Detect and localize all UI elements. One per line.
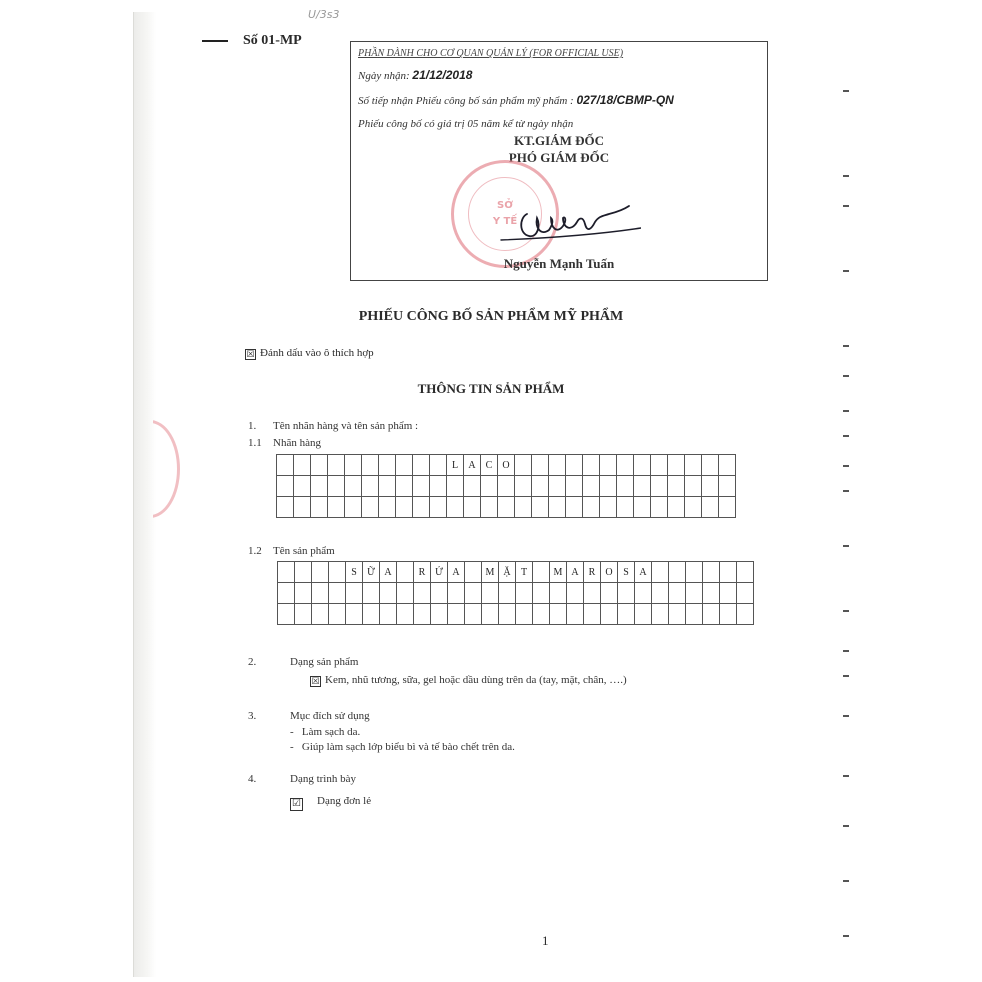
grid-cell	[430, 455, 447, 476]
grid-cell	[498, 497, 515, 518]
position-title-2: PHÓ GIÁM ĐỐC	[508, 150, 610, 165]
grid-cell	[686, 604, 703, 625]
grid-cell	[277, 455, 294, 476]
scan-tick	[843, 675, 849, 677]
grid-cell	[345, 476, 362, 497]
grid-cell	[685, 476, 702, 497]
grid-cell	[294, 476, 311, 497]
grid-cell	[583, 455, 600, 476]
grid-cell	[312, 583, 329, 604]
grid-cell	[447, 497, 464, 518]
grid-cell	[278, 583, 295, 604]
item-3-bullet-1	[290, 726, 360, 738]
grid-cell: M	[550, 562, 567, 583]
grid-cell	[328, 476, 345, 497]
grid-cell	[533, 583, 550, 604]
grid-cell	[312, 562, 329, 583]
grid-cell	[312, 604, 329, 625]
grid-cell	[685, 497, 702, 518]
grid-cell	[651, 476, 668, 497]
grid-cell	[720, 604, 737, 625]
grid-cell	[362, 497, 379, 518]
grid-cell	[686, 583, 703, 604]
grid-cell: A	[567, 562, 584, 583]
grid-cell	[634, 497, 651, 518]
grid-cell: R	[584, 562, 601, 583]
grid-cell	[668, 476, 685, 497]
scan-tick	[843, 205, 849, 207]
position-title-1: KT.GIÁM ĐỐC	[513, 133, 605, 148]
grid-cell	[532, 455, 549, 476]
product-name-grid	[277, 561, 754, 625]
grid-cell	[346, 604, 363, 625]
grid-cell	[465, 562, 482, 583]
grid-cell	[481, 476, 498, 497]
scan-tick	[843, 935, 849, 937]
seal-line-2: Y TẾ	[492, 216, 518, 227]
grid-cell	[295, 583, 312, 604]
grid-cell	[618, 604, 635, 625]
grid-cell	[702, 497, 719, 518]
grid-cell	[635, 604, 652, 625]
grid-cell: A	[380, 562, 397, 583]
page-number: 1	[542, 933, 549, 948]
grid-cell	[703, 604, 720, 625]
grid-cell	[669, 583, 686, 604]
grid-cell: O	[498, 455, 515, 476]
form-number: Số 01-MP	[243, 33, 302, 48]
grid-cell: A	[635, 562, 652, 583]
item-1-number: 1.	[248, 420, 257, 432]
scan-tick	[843, 650, 849, 652]
grid-cell	[550, 604, 567, 625]
grid-row	[277, 497, 736, 518]
grid-cell	[669, 604, 686, 625]
grid-cell	[719, 455, 736, 476]
grid-cell	[498, 476, 515, 497]
grid-cell	[311, 455, 328, 476]
scan-tick	[843, 270, 849, 272]
grid-cell	[414, 604, 431, 625]
grid-cell	[380, 583, 397, 604]
grid-cell	[702, 455, 719, 476]
grid-row	[277, 476, 736, 497]
item-3-bullet-2	[290, 741, 515, 753]
grid-cell	[277, 497, 294, 518]
grid-cell	[346, 583, 363, 604]
grid-cell	[668, 455, 685, 476]
scan-tick	[843, 410, 849, 412]
grid-cell	[600, 476, 617, 497]
item-3-bullet-2-text: Giúp làm sạch lớp biểu bì và tế bào chết trên da.	[301, 741, 515, 753]
grid-cell	[363, 583, 380, 604]
grid-cell	[278, 604, 295, 625]
grid-cell	[465, 583, 482, 604]
grid-cell	[447, 476, 464, 497]
scan-tick	[843, 435, 849, 437]
grid-cell	[481, 497, 498, 518]
grid-cell	[651, 455, 668, 476]
grid-cell	[397, 604, 414, 625]
brand-name-grid	[276, 454, 736, 518]
grid-cell: O	[601, 562, 618, 583]
grid-cell: L	[447, 455, 464, 476]
grid-cell	[345, 455, 362, 476]
scan-marks	[843, 90, 853, 930]
item-4-option	[290, 795, 371, 811]
grid-cell	[601, 583, 618, 604]
grid-cell	[396, 476, 413, 497]
signature	[491, 194, 641, 254]
grid-cell	[618, 583, 635, 604]
item-4-number: 4.	[248, 773, 257, 785]
grid-row	[278, 604, 754, 625]
registration-label: Số tiếp nhận Phiếu công bố sản phẩm mỹ phẩm :	[358, 95, 574, 107]
grid-cell	[431, 604, 448, 625]
item-1-1-label: Nhãn hàng	[273, 437, 321, 449]
grid-cell	[668, 497, 685, 518]
grid-cell	[379, 455, 396, 476]
scan-tick	[843, 880, 849, 882]
bullet-dash: -	[290, 741, 294, 753]
grid-cell	[363, 604, 380, 625]
grid-cell	[396, 455, 413, 476]
grid-cell	[702, 476, 719, 497]
scan-tick	[843, 90, 849, 92]
grid-cell	[549, 455, 566, 476]
grid-cell	[737, 583, 754, 604]
official-use-box	[350, 41, 768, 281]
scan-tick	[843, 775, 849, 777]
item-4-option-text: Dạng đơn lẻ	[317, 795, 372, 807]
registration-line	[358, 93, 674, 107]
grid-row	[277, 455, 736, 476]
grid-cell	[720, 562, 737, 583]
grid-cell	[549, 476, 566, 497]
grid-cell	[532, 497, 549, 518]
grid-cell	[566, 497, 583, 518]
grid-cell	[600, 455, 617, 476]
item-2-option-text: Kem, nhũ tương, sữa, gel hoặc dầu dùng trên da (tay, mặt, chân, ….)	[325, 674, 627, 686]
grid-cell	[464, 497, 481, 518]
grid-cell	[379, 476, 396, 497]
scan-tick	[843, 345, 849, 347]
grid-cell	[397, 583, 414, 604]
grid-cell	[703, 562, 720, 583]
grid-cell	[567, 604, 584, 625]
grid-cell	[584, 604, 601, 625]
grid-cell	[549, 497, 566, 518]
item-3-number: 3.	[248, 710, 257, 722]
grid-cell	[719, 476, 736, 497]
grid-cell	[515, 455, 532, 476]
checkbox-checked-icon: ☑	[290, 798, 303, 811]
grid-cell	[397, 562, 414, 583]
grid-cell	[652, 583, 669, 604]
grid-cell	[465, 604, 482, 625]
grid-cell	[294, 455, 311, 476]
grid-row	[278, 562, 754, 583]
grid-cell	[516, 604, 533, 625]
check-note-text: Đánh dấu vào ô thích hợp	[260, 347, 374, 359]
grid-cell	[533, 562, 550, 583]
checkbox-icon: ☒	[311, 676, 320, 686]
scan-tick	[843, 715, 849, 717]
grid-cell	[719, 497, 736, 518]
grid-cell	[737, 604, 754, 625]
grid-cell: T	[516, 562, 533, 583]
grid-cell	[601, 604, 618, 625]
grid-cell	[720, 583, 737, 604]
grid-cell	[652, 562, 669, 583]
grid-cell	[414, 583, 431, 604]
grid-cell	[379, 497, 396, 518]
grid-cell	[277, 476, 294, 497]
signer-name: Nguyễn Mạnh Tuấn	[503, 256, 615, 271]
grid-cell	[295, 562, 312, 583]
grid-cell	[328, 497, 345, 518]
seal-line-1: SỞ	[497, 200, 513, 211]
grid-cell: A	[448, 562, 465, 583]
grid-cell: A	[464, 455, 481, 476]
grid-cell	[362, 455, 379, 476]
form-number-dash	[202, 40, 228, 42]
validity-note: Phiếu công bố có giá trị 05 năm kể từ ngày nhận	[358, 118, 574, 130]
grid-cell	[464, 476, 481, 497]
grid-row	[278, 583, 754, 604]
grid-cell	[533, 604, 550, 625]
grid-cell	[345, 497, 362, 518]
received-date-line	[358, 68, 472, 82]
grid-cell	[413, 455, 430, 476]
grid-cell	[567, 583, 584, 604]
grid-cell	[329, 562, 346, 583]
item-2-option	[310, 674, 627, 687]
grid-cell	[583, 476, 600, 497]
checkbox-icon: ☒	[246, 349, 255, 359]
scan-tick	[843, 490, 849, 492]
item-1-label: Tên nhãn hàng và tên sản phẩm :	[273, 420, 419, 432]
bullet-dash: -	[290, 726, 294, 738]
scan-tick	[843, 375, 849, 377]
received-label: Ngày nhận:	[358, 70, 410, 82]
received-date: 21/12/2018	[412, 68, 473, 82]
grid-cell	[482, 604, 499, 625]
scan-tick	[843, 175, 849, 177]
item-1-2-number: 1.2	[248, 545, 262, 557]
paper-edge	[133, 12, 156, 977]
grid-cell: R	[414, 562, 431, 583]
grid-cell	[566, 455, 583, 476]
grid-cell	[686, 562, 703, 583]
grid-cell	[448, 604, 465, 625]
grid-cell	[737, 562, 754, 583]
grid-cell	[482, 583, 499, 604]
grid-cell	[652, 604, 669, 625]
scan-tick	[843, 610, 849, 612]
item-2-label: Dạng sản phẩm	[290, 656, 359, 668]
grid-cell	[617, 455, 634, 476]
grid-cell	[362, 476, 379, 497]
grid-cell	[278, 562, 295, 583]
grid-cell	[311, 497, 328, 518]
grid-cell	[550, 583, 567, 604]
grid-cell	[448, 583, 465, 604]
grid-cell	[566, 476, 583, 497]
grid-cell	[413, 497, 430, 518]
grid-cell	[516, 583, 533, 604]
grid-cell	[311, 476, 328, 497]
grid-cell: Ử	[431, 562, 448, 583]
item-1-1-number: 1.1	[248, 437, 262, 449]
handwritten-note: U/3s3	[308, 8, 340, 21]
grid-cell	[617, 497, 634, 518]
grid-cell	[600, 497, 617, 518]
grid-cell	[431, 583, 448, 604]
grid-cell	[329, 604, 346, 625]
grid-cell	[396, 497, 413, 518]
grid-cell	[499, 583, 516, 604]
grid-cell	[635, 583, 652, 604]
official-heading: PHẦN DÀNH CHO CƠ QUAN QUẢN LÝ (FOR OFFICIAL USE)	[358, 48, 624, 59]
grid-cell	[583, 497, 600, 518]
grid-cell	[584, 583, 601, 604]
section-title: THÔNG TIN SẢN PHẨM	[417, 381, 565, 396]
grid-cell: S	[346, 562, 363, 583]
grid-cell	[634, 455, 651, 476]
scan-tick	[843, 825, 849, 827]
grid-cell: Ặ	[499, 562, 516, 583]
scan-tick	[843, 545, 849, 547]
item-2-number: 2.	[248, 656, 257, 668]
item-1-2-label: Tên sản phẩm	[273, 545, 335, 557]
grid-cell	[380, 604, 397, 625]
item-4-label: Dạng trình bày	[290, 773, 356, 785]
grid-cell	[651, 497, 668, 518]
grid-cell	[430, 476, 447, 497]
grid-cell	[329, 583, 346, 604]
check-note	[245, 347, 374, 360]
grid-cell	[703, 583, 720, 604]
grid-cell	[294, 497, 311, 518]
grid-cell	[617, 476, 634, 497]
grid-cell	[295, 604, 312, 625]
grid-cell	[515, 497, 532, 518]
grid-cell	[634, 476, 651, 497]
grid-cell	[669, 562, 686, 583]
item-3-label: Mục đích sử dụng	[290, 710, 370, 722]
grid-cell	[413, 476, 430, 497]
grid-cell: M	[482, 562, 499, 583]
registration-number: 027/18/CBMP-QN	[576, 93, 674, 107]
grid-cell	[499, 604, 516, 625]
grid-cell: C	[481, 455, 498, 476]
grid-cell: S	[618, 562, 635, 583]
grid-cell	[430, 497, 447, 518]
scan-tick	[843, 465, 849, 467]
grid-cell	[532, 476, 549, 497]
grid-cell: Ữ	[363, 562, 380, 583]
grid-cell	[515, 476, 532, 497]
form-title: PHIẾU CÔNG BỐ SẢN PHẨM MỸ PHẨM	[358, 309, 624, 324]
item-3-bullet-1-text: Làm sạch da.	[301, 726, 361, 738]
grid-cell	[328, 455, 345, 476]
grid-cell	[685, 455, 702, 476]
